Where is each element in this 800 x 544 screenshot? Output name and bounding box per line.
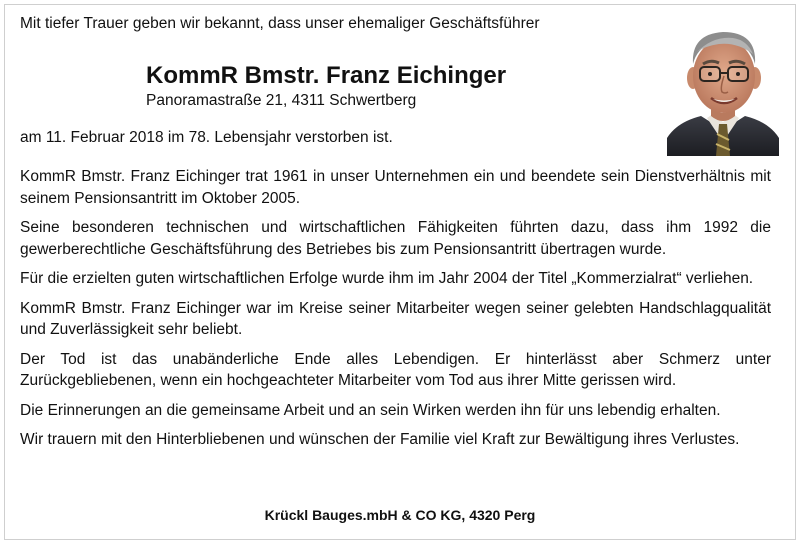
death-statement: am 11. Februar 2018 im 78. Lebensjahr verstorben ist. xyxy=(20,129,393,146)
paragraph: Für die erzielten guten wirtschaftlichen Erfolge wurde ihm im Jahr 2004 der Titel „Kommerzialrat“ verliehen. xyxy=(20,270,754,287)
paragraph: Seine besonderen technischen und wirtschaftlichen Fähigkeiten führten dazu, dass ihm 1992 die gewerberechtliche Geschäftsführung des Betriebes bis zum Pensionsantritt übertragen wurde. xyxy=(20,219,771,258)
paragraph: Die Erinnerungen an die gemeinsame Arbeit und an sein Wirken werden ihn für uns lebendig erhalten. xyxy=(20,401,721,419)
portrait-illustration xyxy=(667,18,779,156)
paragraph: Der Tod ist das unabänderliche Ende alles Lebendigen. Er hinterlässt aber Schmerz unter Zurückgebliebenen, wenn ein hochgeachteter Mitarbeiter vom Tod aus ihrer Mitte gerissen wird. xyxy=(20,350,771,389)
deceased-address: Panoramastraße 21, 4311 Schwertberg xyxy=(146,92,417,109)
deceased-name: KommR Bmstr. Franz Eichinger xyxy=(146,62,507,89)
paragraph: KommR Bmstr. Franz Eichinger war im Kreise seiner Mitarbeiter wegen seiner gelebten Handschlagqualität und Zuverlässigkeit sehr beliebt. xyxy=(20,299,771,338)
notice-body xyxy=(20,166,771,459)
portrait-photo xyxy=(667,18,779,156)
company-signature: Krückl Bauges.mbH & CO KG, 4320 Perg xyxy=(264,507,536,523)
paragraph: KommR Bmstr. Franz Eichinger trat 1961 in unser Unternehmen ein und beendete sein Dienstverhältnis mit seinem Pensionsantritt im Oktober 2005. xyxy=(20,168,771,207)
paragraph: Wir trauern mit den Hinterbliebenen und wünschen der Familie viel Kraft zur Bewältigung ihres Verlustes. xyxy=(20,431,740,448)
intro-text: Mit tiefer Trauer geben wir bekannt, dass unser ehemaliger Geschäftsführer xyxy=(20,15,540,32)
